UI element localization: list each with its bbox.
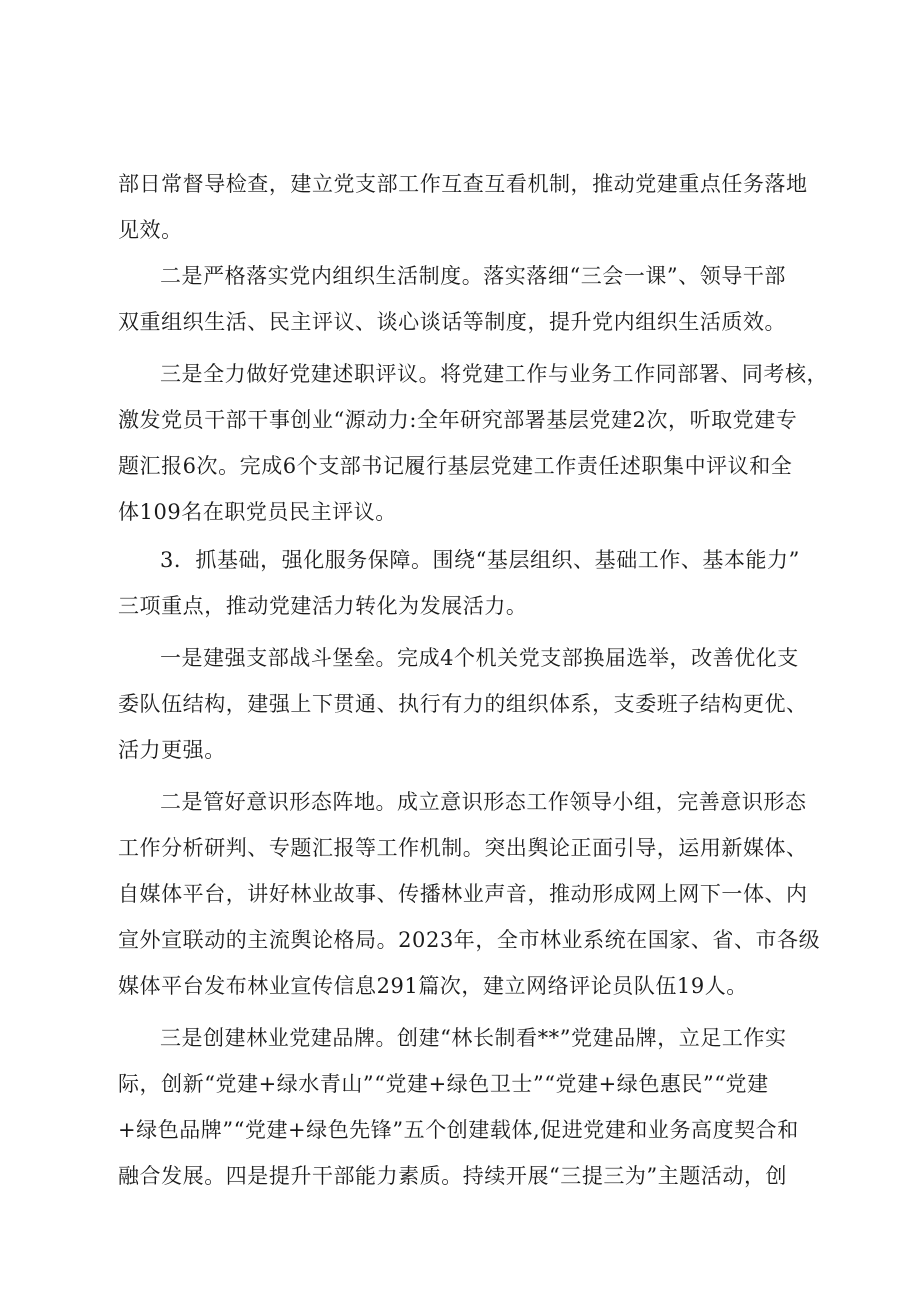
text-line: +绿色品牌”“党建+绿色先锋”五个创建载体,促进党建和业务高度契合和 [118,1118,799,1142]
text-line: 三是全力做好党建述职评议。将党建工作与业务工作同部署、同考核， [160,362,829,386]
text-line: 活力更强。 [118,738,226,762]
text-line: 题汇报6次。完成6个支部书记履行基层党建工作责任述职集中评议和全 [118,454,793,478]
text-line: 部日常督导检查，建立党支部工作互查互看机制，推动党建重点任务落地 [118,172,808,196]
text-line: 二是严格落实党内组织生活制度。落实落细“三会一课”、领导干部 [160,264,786,288]
text-line: 三是创建林业党建品牌。创建“林长制看**”党建品牌，立足工作实 [160,1026,787,1050]
text-line: 双重组织生活、民主评议、谈心谈话等制度，提升党内组织生活质效。 [118,310,787,334]
text-line: 见效。 [118,218,183,242]
text-line: 委队伍结构，建强上下贯通、执行有力的组织体系，支委班子结构更优、 [118,692,808,716]
text-line: 融合发展。四是提升干部能力素质。持续开展“三提三为”主题活动，创 [118,1164,788,1188]
text-line: 激发党员干部干事创业“源动力:全年研究部署基层党建2次，听取党建专 [118,408,798,432]
text-line: 三项重点，推动党建活力转化为发展活力。 [118,594,528,618]
text-line: 3．抓基础，强化服务保障。围绕“基层组织、基础工作、基本能力” [160,548,800,572]
text-line: 二是管好意识形态阵地。成立意识形态工作领导小组，完善意识形态 [160,790,807,814]
text-line: 体109名在职党员民主评议。 [118,500,397,524]
text-line: 宣外宣联动的主流舆论格局。2023年，全市林业系统在国家、省、市各级 [118,928,821,952]
text-line: 工作分析研判、专题汇报等工作机制。突出舆论正面引导，运用新媒体、 [118,836,808,860]
text-line: 一是建强支部战斗堡垒。完成4个机关党支部换届选举，改善优化支 [160,646,799,670]
text-line: 媒体平台发布林业宣传信息291篇次，建立网络评论员队伍19人。 [118,974,748,998]
text-line: 自媒体平台，讲好林业故事、传播林业声音，推动形成网上网下一体、内 [118,882,808,906]
text-line: 际，创新“党建+绿水青山”“党建+绿色卫士”“党建+绿色惠民”“党建 [118,1072,769,1096]
